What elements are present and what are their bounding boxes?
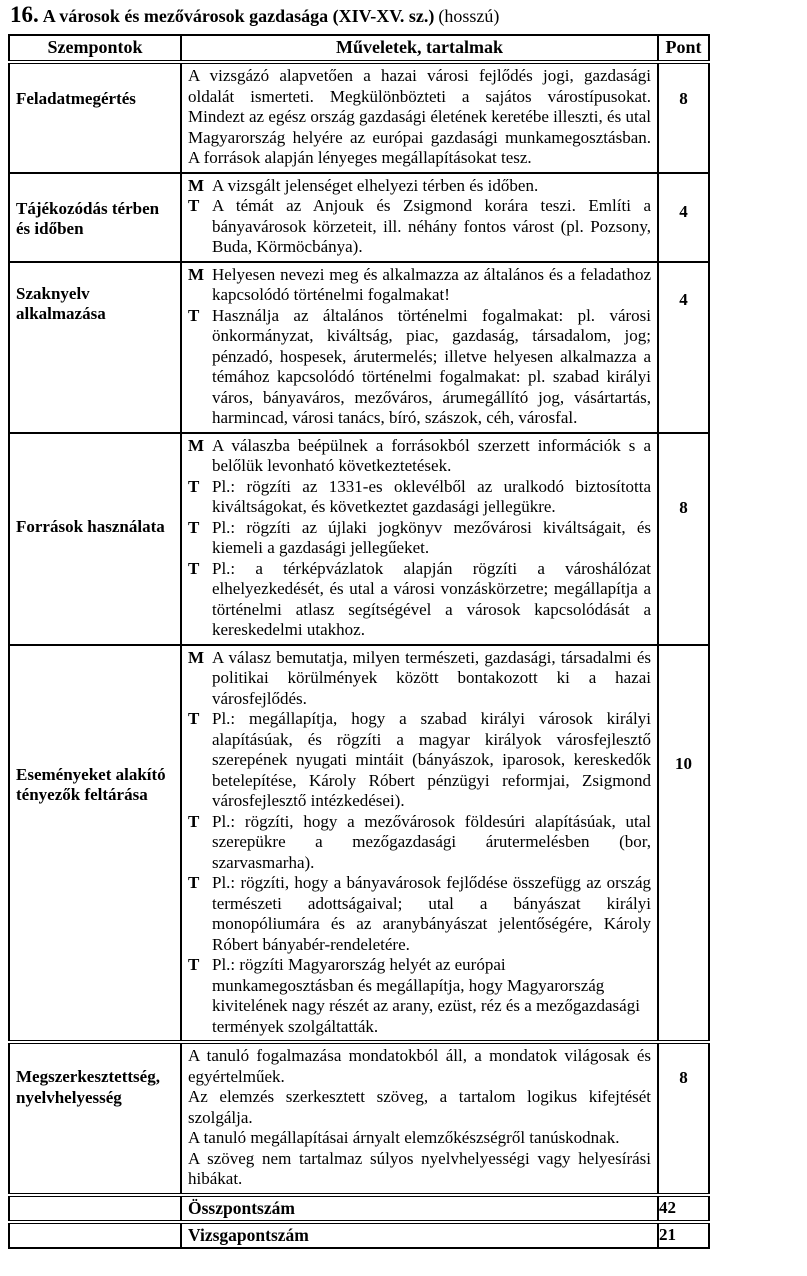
item-text: Pl.: rögzíti, hogy a mezővárosok földesúri alapításúak, utal szerepükre a mezőgazdasági árutermelésben (bor, szarvasmarha).	[212, 811, 651, 872]
criterion-cell	[9, 173, 181, 262]
points-value: 10	[675, 753, 692, 773]
item-text: Pl.: rögzíti az újlaki jogkönyv mezővárosi kiváltságait, és kiemeli a gazdasági jellegűeket.	[212, 517, 651, 557]
title-suffix: (hosszú)	[438, 6, 500, 26]
header-row	[9, 35, 709, 62]
rubric-item	[188, 648, 651, 710]
summary-points-value: 21	[658, 1222, 709, 1248]
criterion-label: Feladatmegértés	[16, 89, 136, 108]
criterion-cell	[9, 262, 181, 433]
item-tag: M	[188, 435, 205, 455]
rubric-item	[188, 306, 651, 429]
points-cell	[658, 645, 709, 1043]
header-points: Pont	[658, 35, 709, 62]
rubric-item	[188, 559, 651, 641]
criterion-label: Szaknyelv alkalmazása	[16, 283, 106, 323]
item-tag: M	[188, 264, 205, 284]
operations-paragraph: A tanuló fogalmazása mondatokból áll, a mondatok világosak és egyértelműek.	[188, 1046, 651, 1086]
page-title	[10, 2, 807, 31]
header-operations: Műveletek, tartalmak	[181, 35, 658, 62]
points-value: 8	[679, 497, 688, 517]
item-text: A vizsgált jelenséget elhelyezi térben és időben.	[212, 175, 539, 195]
points-cell	[658, 173, 709, 262]
item-text: A válasz bemutatja, milyen természeti, gazdasági, társadalmi és politikai körülmények között bontakozott ki a hazai városfejlődés.	[212, 647, 651, 708]
title-number: 16.	[10, 2, 39, 27]
header-criteria: Szempontok	[9, 35, 181, 62]
operations-cell	[181, 173, 658, 262]
summary-label: Vizsgapontszám	[181, 1222, 658, 1248]
scoring-table	[8, 34, 710, 1249]
rubric-item	[188, 477, 651, 518]
points-value: 4	[679, 201, 688, 221]
operations-paragraph: Az elemzés szerkesztett szöveg, a tartalom logikus kifejtését szolgálja.	[188, 1087, 651, 1127]
item-tag: T	[188, 305, 200, 325]
criterion-cell	[9, 645, 181, 1043]
points-value: 8	[679, 1068, 688, 1087]
item-text: A válaszba beépülnek a forrásokból szerzett információk s a belőlük levonható következtetések.	[212, 435, 651, 475]
item-tag: T	[188, 873, 200, 892]
item-tag: T	[188, 558, 200, 578]
operations-cell	[181, 433, 658, 645]
points-value: 8	[679, 89, 688, 108]
rubric-item	[188, 196, 651, 258]
rubric-item	[188, 812, 651, 874]
criterion-label: Megszerkesztettség, nyelvhelyesség	[16, 1067, 160, 1107]
table-row	[9, 645, 709, 1043]
operations-paragraph: A szöveg nem tartalmaz súlyos nyelvhelyességi vagy helyesírási hibákat.	[188, 1148, 651, 1188]
rubric-item	[188, 709, 651, 812]
points-cell	[658, 262, 709, 433]
item-tag: T	[188, 196, 200, 215]
item-tag: T	[188, 517, 200, 537]
operations-cell	[181, 1042, 658, 1195]
operations-cell	[181, 645, 658, 1043]
rubric-item	[188, 436, 651, 477]
summary-points-value: 42	[658, 1195, 709, 1222]
criterion-cell	[9, 433, 181, 645]
rubric-item	[188, 955, 651, 1037]
points-cell	[658, 62, 709, 173]
title-text: A városok és mezővárosok gazdasága (XIV-XV. sz.)	[42, 6, 435, 26]
item-text: Pl.: rögzíti az 1331-es oklevélből az uralkodó biztosította kiváltságokat, és következtet gazdasági jellegükre.	[212, 476, 651, 516]
criterion-label: Források használata	[16, 516, 165, 536]
operations-paragraph: A vizsgázó alapvetően a hazai városi fejlődés jogi, gazdasági oldalát ismerteti. Megkülönbözteti a sajátos várostípusokat. Mindezt az egész ország gazdasági életének keretébe illeszti, és utal Magyarország helyére az európai gazdasági munkamegosztásban. A források alapján lényeges megállapításokat tesz.	[188, 66, 651, 167]
summary-row-exam	[9, 1222, 709, 1248]
table-row	[9, 1042, 709, 1195]
item-tag: T	[188, 811, 200, 831]
points-cell	[658, 433, 709, 645]
item-text: Pl.: rögzíti Magyarország helyét az európai munkamegosztásban és megállapítja, hogy Magyarország kivitelének nagy részét az arany, ezüst, réz és a mezőgazdasági termények szolgáltatták.	[212, 955, 640, 1036]
item-text: Pl.: a térképvázlatok alapján rögzíti a városhálózat elhelyezkedését, és utal a városi vonzáskörzetre; megállapítja a történelmi atlasz segítségével a városok kapcsolódását a kereskedelmi utakhoz.	[212, 558, 651, 639]
item-text: Pl.: rögzíti, hogy a bányavárosok fejlődése összefügg az ország természeti adottságaival; utal a bányászat királyi monopóliumára és az aranybányászat jelentőségére, Károly Róbert bányabér-rendeletére.	[212, 873, 651, 954]
criterion-cell	[9, 1042, 181, 1195]
operations-paragraph: A tanuló megállapításai árnyalt elemzőkészségről tanúskodnak.	[188, 1128, 620, 1147]
criterion-label: Eseményeket alakító tényezők feltárása	[16, 764, 166, 804]
points-value: 4	[679, 289, 688, 309]
criterion-cell-empty	[9, 1195, 181, 1222]
operations-cell	[181, 262, 658, 433]
item-text: Pl.: megállapítja, hogy a szabad királyi városok királyi alapításúak, és rögzíti a magyar királyok városfejlesztő szerepének nyugati mintáit (bányászok, iparosok, kereskedők betelepítése, Károly Róbert pénzügyi reformjai, Zsigmond városfejlesztő intézkedései).	[212, 709, 651, 810]
criterion-label: Tájékozódás térben és időben	[16, 198, 160, 238]
item-tag: M	[188, 175, 205, 195]
item-tag: T	[188, 476, 200, 496]
item-tag: T	[188, 955, 200, 974]
table-row	[9, 62, 709, 173]
summary-label: Összpontszám	[181, 1195, 658, 1222]
criterion-cell-empty	[9, 1222, 181, 1248]
item-text: A témát az Anjouk és Zsigmond korára teszi. Említi a bányavárosok körzeteit, ill. néhány fontos várost (pl. Pozsony, Buda, Körmöcbánya).	[212, 196, 651, 256]
rubric-item	[188, 873, 651, 955]
item-text: Helyesen nevezi meg és alkalmazza az általános és a feladathoz kapcsolódó történelmi fogalmakat!	[212, 264, 651, 304]
points-cell	[658, 1042, 709, 1195]
table-row	[9, 262, 709, 433]
item-text: Használja az általános történelmi fogalmakat: pl. városi önkormányzat, kiváltság, piac, gazdaság, társadalom, jog; pénzadó, hospesek, árutermelés; illetve helyesen alkalmazza a témához kapcsolódó történelmi fogalmakat: pl. szabad királyi város, bányaváros, mezőváros, árumegállító jog, vásártartás, harmincad, városi tanács, bíró, szászok, céh, városfal.	[212, 305, 651, 427]
rubric-item	[188, 265, 651, 306]
criterion-cell	[9, 62, 181, 173]
item-tag: M	[188, 647, 205, 667]
table-row	[9, 433, 709, 645]
rubric-item	[188, 518, 651, 559]
operations-cell	[181, 62, 658, 173]
item-tag: T	[188, 709, 200, 728]
table-row	[9, 173, 709, 262]
rubric-item	[188, 176, 651, 197]
summary-row-total	[9, 1195, 709, 1222]
